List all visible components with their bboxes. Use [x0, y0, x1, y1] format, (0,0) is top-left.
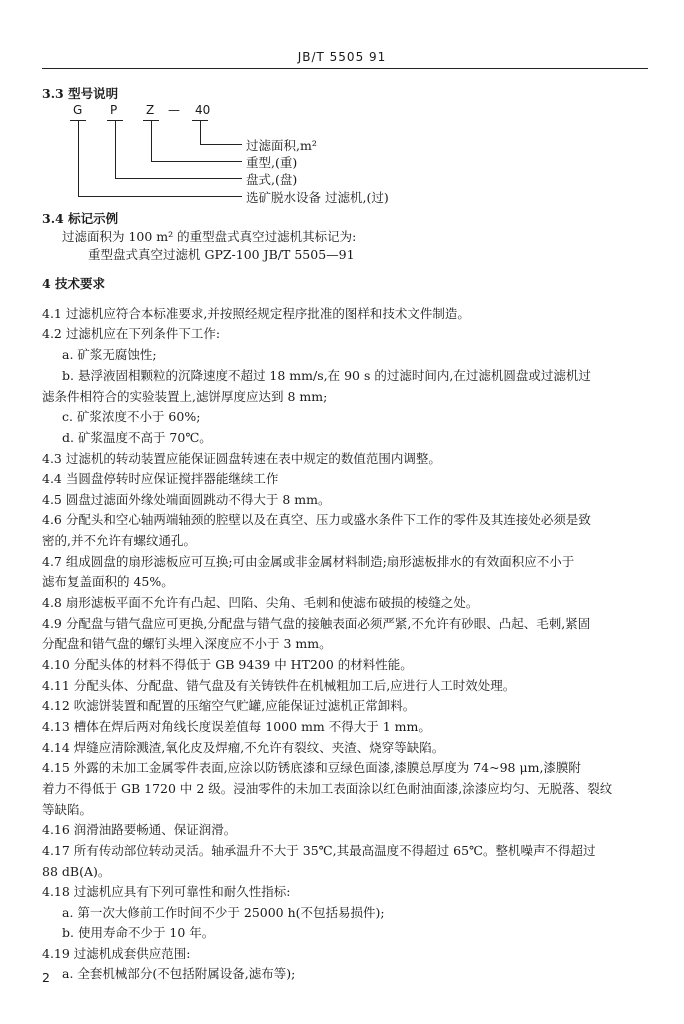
- clause-line: 着力不得低于 GB 1720 中 2 级。浸油零件的未加工表面涂以红色耐油面漆,涂漆应均匀、无脱落、裂纹: [42, 781, 613, 796]
- desc-heavy-type: 重型,(重): [246, 155, 298, 170]
- clause-line: b. 使用寿命不少于 10 年。: [62, 925, 215, 940]
- clause-line: 4.1 过滤机应符合本标准要求,并按照经规定程序批准的图样和技术文件制造。: [42, 306, 470, 321]
- marking-example-code: 重型盘式真空过滤机 GPZ-100 JB/T 5505—91: [88, 247, 355, 262]
- clause-line: 滤条件相符合的实验装置上,滤饼厚度应达到 8 mm;: [42, 389, 328, 404]
- page-header: JB/T 5505 91: [297, 50, 387, 64]
- clause-line: 滤布复盖面积的 45%。: [42, 574, 174, 589]
- clause-line: 4.13 槽体在焊后两对角线长度误差值每 1000 mm 不得大于 1 mm。: [42, 719, 431, 734]
- leader-40-v: [200, 120, 201, 144]
- code-letter-z: Z: [146, 103, 155, 117]
- code-letter-g: G: [73, 103, 83, 117]
- clause-line: 4.7 组成圆盘的扇形滤板应可互换;可由金属或非金属材料制造;扇形滤板排水的有效面积应不小于: [42, 554, 575, 569]
- clause-line: 等缺陷。: [42, 802, 93, 817]
- clause-line: a. 全套机械部分(不包括附属设备,滤布等);: [62, 966, 296, 981]
- leader-g-v: [78, 120, 79, 196]
- clause-line: 4.9 分配盘与错气盘应可更换,分配盘与错气盘的接触表面必须严紧,不允许有砂眼、凸起、毛刺,紧固: [42, 616, 591, 631]
- clause-line: 4.14 焊缝应清除溅渣,氧化皮及焊瘤,不允许有裂纹、夹渣、烧穿等缺陷。: [42, 740, 445, 755]
- clause-line: a. 矿浆无腐蚀性;: [62, 347, 157, 362]
- page-number: 2: [42, 970, 50, 985]
- header-rule: [42, 68, 648, 69]
- desc-disc-type: 盘式,(盘): [246, 172, 298, 187]
- leader-z-h: [151, 161, 242, 162]
- clause-line: 4.3 过滤机的转动装置应能保证圆盘转速在表中规定的数值范围内调整。: [42, 451, 441, 466]
- section-4-heading: 4 技术要求: [42, 276, 106, 291]
- leader-p-v: [115, 120, 116, 178]
- clause-line: 4.4 当圆盘停转时应保证搅拌器能继续工作: [42, 471, 279, 486]
- leader-g-h: [78, 196, 242, 197]
- clause-line: a. 第一次大修前工作时间不少于 25000 h(不包括易损件);: [62, 905, 385, 920]
- clause-line: d. 矿浆温度不高于 70℃。: [62, 430, 212, 445]
- clause-line: 4.18 过滤机应具有下列可靠性和耐久性指标:: [42, 884, 291, 899]
- clause-line: 4.6 分配头和空心轴两端轴颈的腔壁以及在真空、压力或盛水条件下工作的零件及其连接处必须是致: [42, 512, 591, 527]
- clause-line: 4.19 过滤机成套供应范围:: [42, 946, 191, 961]
- clause-line: 4.15 外露的未加工金属零件表面,应涂以防锈底漆和豆绿色面漆,漆膜总厚度为 74~98 μm,漆膜附: [42, 760, 581, 775]
- clause-line: 密的,并不允许有螺纹通孔。: [42, 533, 196, 548]
- clause-line: 4.5 圆盘过滤面外缘处端面圆跳动不得大于 8 mm。: [42, 492, 331, 507]
- clause-line: 4.17 所有传动部位转动灵活。轴承温升不大于 35℃,其最高温度不得超过 65℃。整机噪声不得超过: [42, 843, 596, 858]
- section-3-3-heading: 3.3 型号说明: [42, 86, 119, 101]
- clause-line: 4.8 扇形滤板平面不允许有凸起、凹陷、尖角、毛刺和使滤布破损的棱缝之处。: [42, 595, 479, 610]
- clause-line: c. 矿浆浓度不小于 60%;: [62, 409, 201, 424]
- clause-line: 分配盘和错气盘的螺钉头埋入深度应不小于 3 mm。: [42, 636, 332, 651]
- marking-example-text: 过滤面积为 100 m² 的重型盘式真空过滤机其标记为:: [62, 229, 357, 244]
- clause-line: 88 dB(A)。: [42, 864, 111, 879]
- code-letter-p: P: [110, 103, 118, 117]
- clause-line: 4.11 分配头体、分配盘、错气盘及有关铸铁件在机械粗加工后,应进行人工时效处理。: [42, 678, 516, 693]
- clause-line: 4.12 吹滤饼装置和配置的压缩空气贮罐,应能保证过滤机正常卸料。: [42, 698, 416, 713]
- clause-line: 4.16 润滑油路要畅通、保证润滑。: [42, 822, 237, 837]
- clause-line: 4.2 过滤机应在下列条件下工作:: [42, 326, 221, 341]
- leader-z-v: [151, 120, 152, 161]
- desc-filter-area: 过滤面积,m²: [246, 138, 317, 153]
- code-number-40: 40: [195, 103, 211, 117]
- clause-line: 4.10 分配头体的材料不得低于 GB 9439 中 HT200 的材料性能。: [42, 657, 413, 672]
- clause-line: b. 悬浮液固相颗粒的沉降速度不超过 18 mm/s,在 90 s 的过滤时间内,在过滤机圆盘或过滤机过: [62, 368, 591, 383]
- desc-filter-machine: 选矿脱水设备 过滤机,(过): [246, 190, 389, 205]
- leader-p-h: [115, 178, 242, 179]
- code-dash: —: [168, 103, 180, 117]
- leader-40-h: [200, 144, 242, 145]
- section-3-4-heading: 3.4 标记示例: [42, 211, 119, 226]
